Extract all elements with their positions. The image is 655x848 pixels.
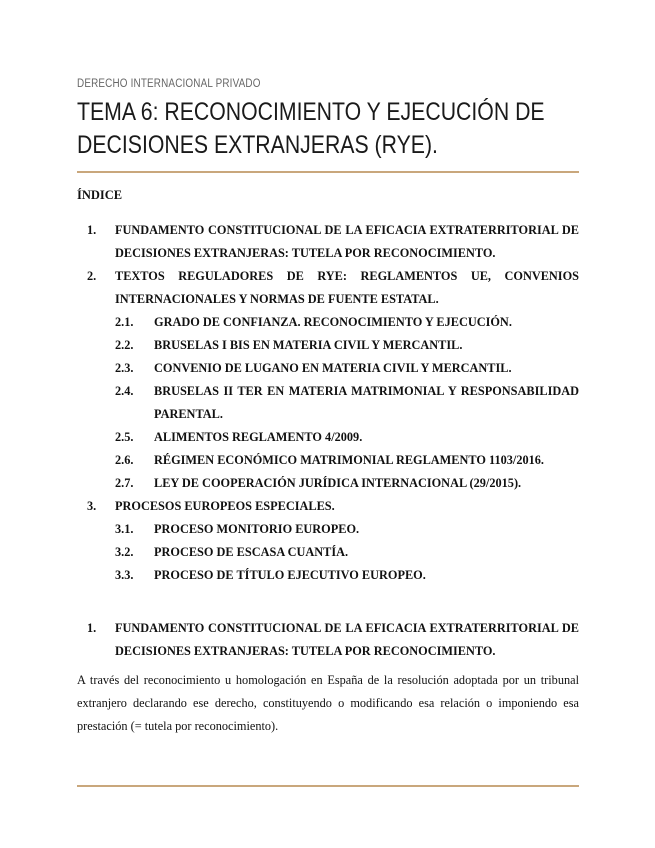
table-of-contents (77, 219, 579, 738)
toc-item-1 (77, 219, 579, 265)
toc-item-number: 2.6. (115, 453, 134, 467)
top-divider (77, 171, 579, 173)
toc-item-3-1 (77, 518, 579, 541)
toc-item-number: 3.3. (115, 568, 134, 582)
toc-item-number: 2.2. (115, 338, 134, 352)
toc-item-2-5 (77, 426, 579, 449)
section-heading-text: FUNDAMENTO CONSTITUCIONAL DE LA EFICACIA EXTRATERRITORIAL DE DECISIONES EXTRANJERAS: TUTELA POR RECONOCIMIENTO. (115, 621, 579, 658)
toc-item-number: 1. (87, 223, 97, 237)
toc-item-text: CONVENIO DE LUGANO EN MATERIA CIVIL Y MERCANTIL. (154, 361, 512, 375)
toc-item-text: BRUSELAS II TER EN MATERIA MATRIMONIAL Y RESPONSABILIDAD PARENTAL. (154, 384, 579, 421)
toc-item-text: ALIMENTOS REGLAMENTO 4/2009. (154, 430, 363, 444)
toc-item-2-3 (77, 357, 579, 380)
toc-item-number: 2.3. (115, 361, 134, 375)
toc-item-number: 3. (87, 499, 97, 513)
page-title: TEMA 6: RECONOCIMIENTO Y EJECUCIÓN DE DECISIONES EXTRANJERAS (RYE). (77, 98, 545, 159)
toc-item-2-6 (77, 449, 579, 472)
section-1-paragraph: A través del reconocimiento u homologación en España de la resolución adoptada por un tribunal extranjero declarando ese derecho, constituyendo o modificando esa relación o imponiendo esa prestación (= tutela por reconocimiento). (77, 673, 579, 733)
toc-item-3-2 (77, 541, 579, 564)
toc-item-text: GRADO DE CONFIANZA. RECONOCIMIENTO Y EJECUCIÓN. (154, 315, 512, 329)
section-1-heading (77, 617, 579, 663)
toc-item-2-7 (77, 472, 579, 495)
toc-item-text: TEXTOS REGULADORES DE RYE: REGLAMENTOS UE, CONVENIOS INTERNACIONALES Y NORMAS DE FUENTE ESTATAL. (115, 269, 579, 306)
toc-item-text: RÉGIMEN ECONÓMICO MATRIMONIAL REGLAMENTO 1103/2016. (154, 453, 544, 467)
toc-item-2 (77, 265, 579, 311)
toc-item-text: BRUSELAS I BIS EN MATERIA CIVIL Y MERCANTIL. (154, 338, 463, 352)
toc-item-2-2 (77, 334, 579, 357)
toc-item-number: 3.1. (115, 522, 134, 536)
toc-item-2-1 (77, 311, 579, 334)
toc-item-text: PROCESO DE ESCASA CUANTÍA. (154, 545, 349, 559)
bottom-divider (77, 785, 579, 787)
toc-item-text: PROCESO MONITORIO EUROPEO. (154, 522, 360, 536)
toc-item-3-3 (77, 564, 579, 587)
toc-item-number: 2.5. (115, 430, 134, 444)
toc-item-text: PROCESOS EUROPEOS ESPECIALES. (115, 499, 335, 513)
toc-item-number: 3.2. (115, 545, 134, 559)
toc-item-text: LEY DE COOPERACIÓN JURÍDICA INTERNACIONAL (29/2015). (154, 476, 522, 490)
toc-item-number: 2.1. (115, 315, 134, 329)
toc-item-3 (77, 495, 579, 518)
toc-item-number: 2. (87, 269, 97, 283)
toc-item-number: 2.4. (115, 384, 134, 398)
toc-item-text: FUNDAMENTO CONSTITUCIONAL DE LA EFICACIA EXTRATERRITORIAL DE DECISIONES EXTRANJERAS: TUTELA POR RECONOCIMIENTO. (115, 223, 579, 260)
toc-item-number: 2.7. (115, 476, 134, 490)
toc-item-text: PROCESO DE TÍTULO EJECUTIVO EUROPEO. (154, 568, 426, 582)
index-heading: ÍNDICE (77, 188, 123, 202)
subject-label: DERECHO INTERNACIONAL PRIVADO (77, 78, 261, 90)
section-spacer (77, 587, 579, 617)
section-number: 1. (87, 621, 97, 635)
toc-item-2-4 (77, 380, 579, 426)
